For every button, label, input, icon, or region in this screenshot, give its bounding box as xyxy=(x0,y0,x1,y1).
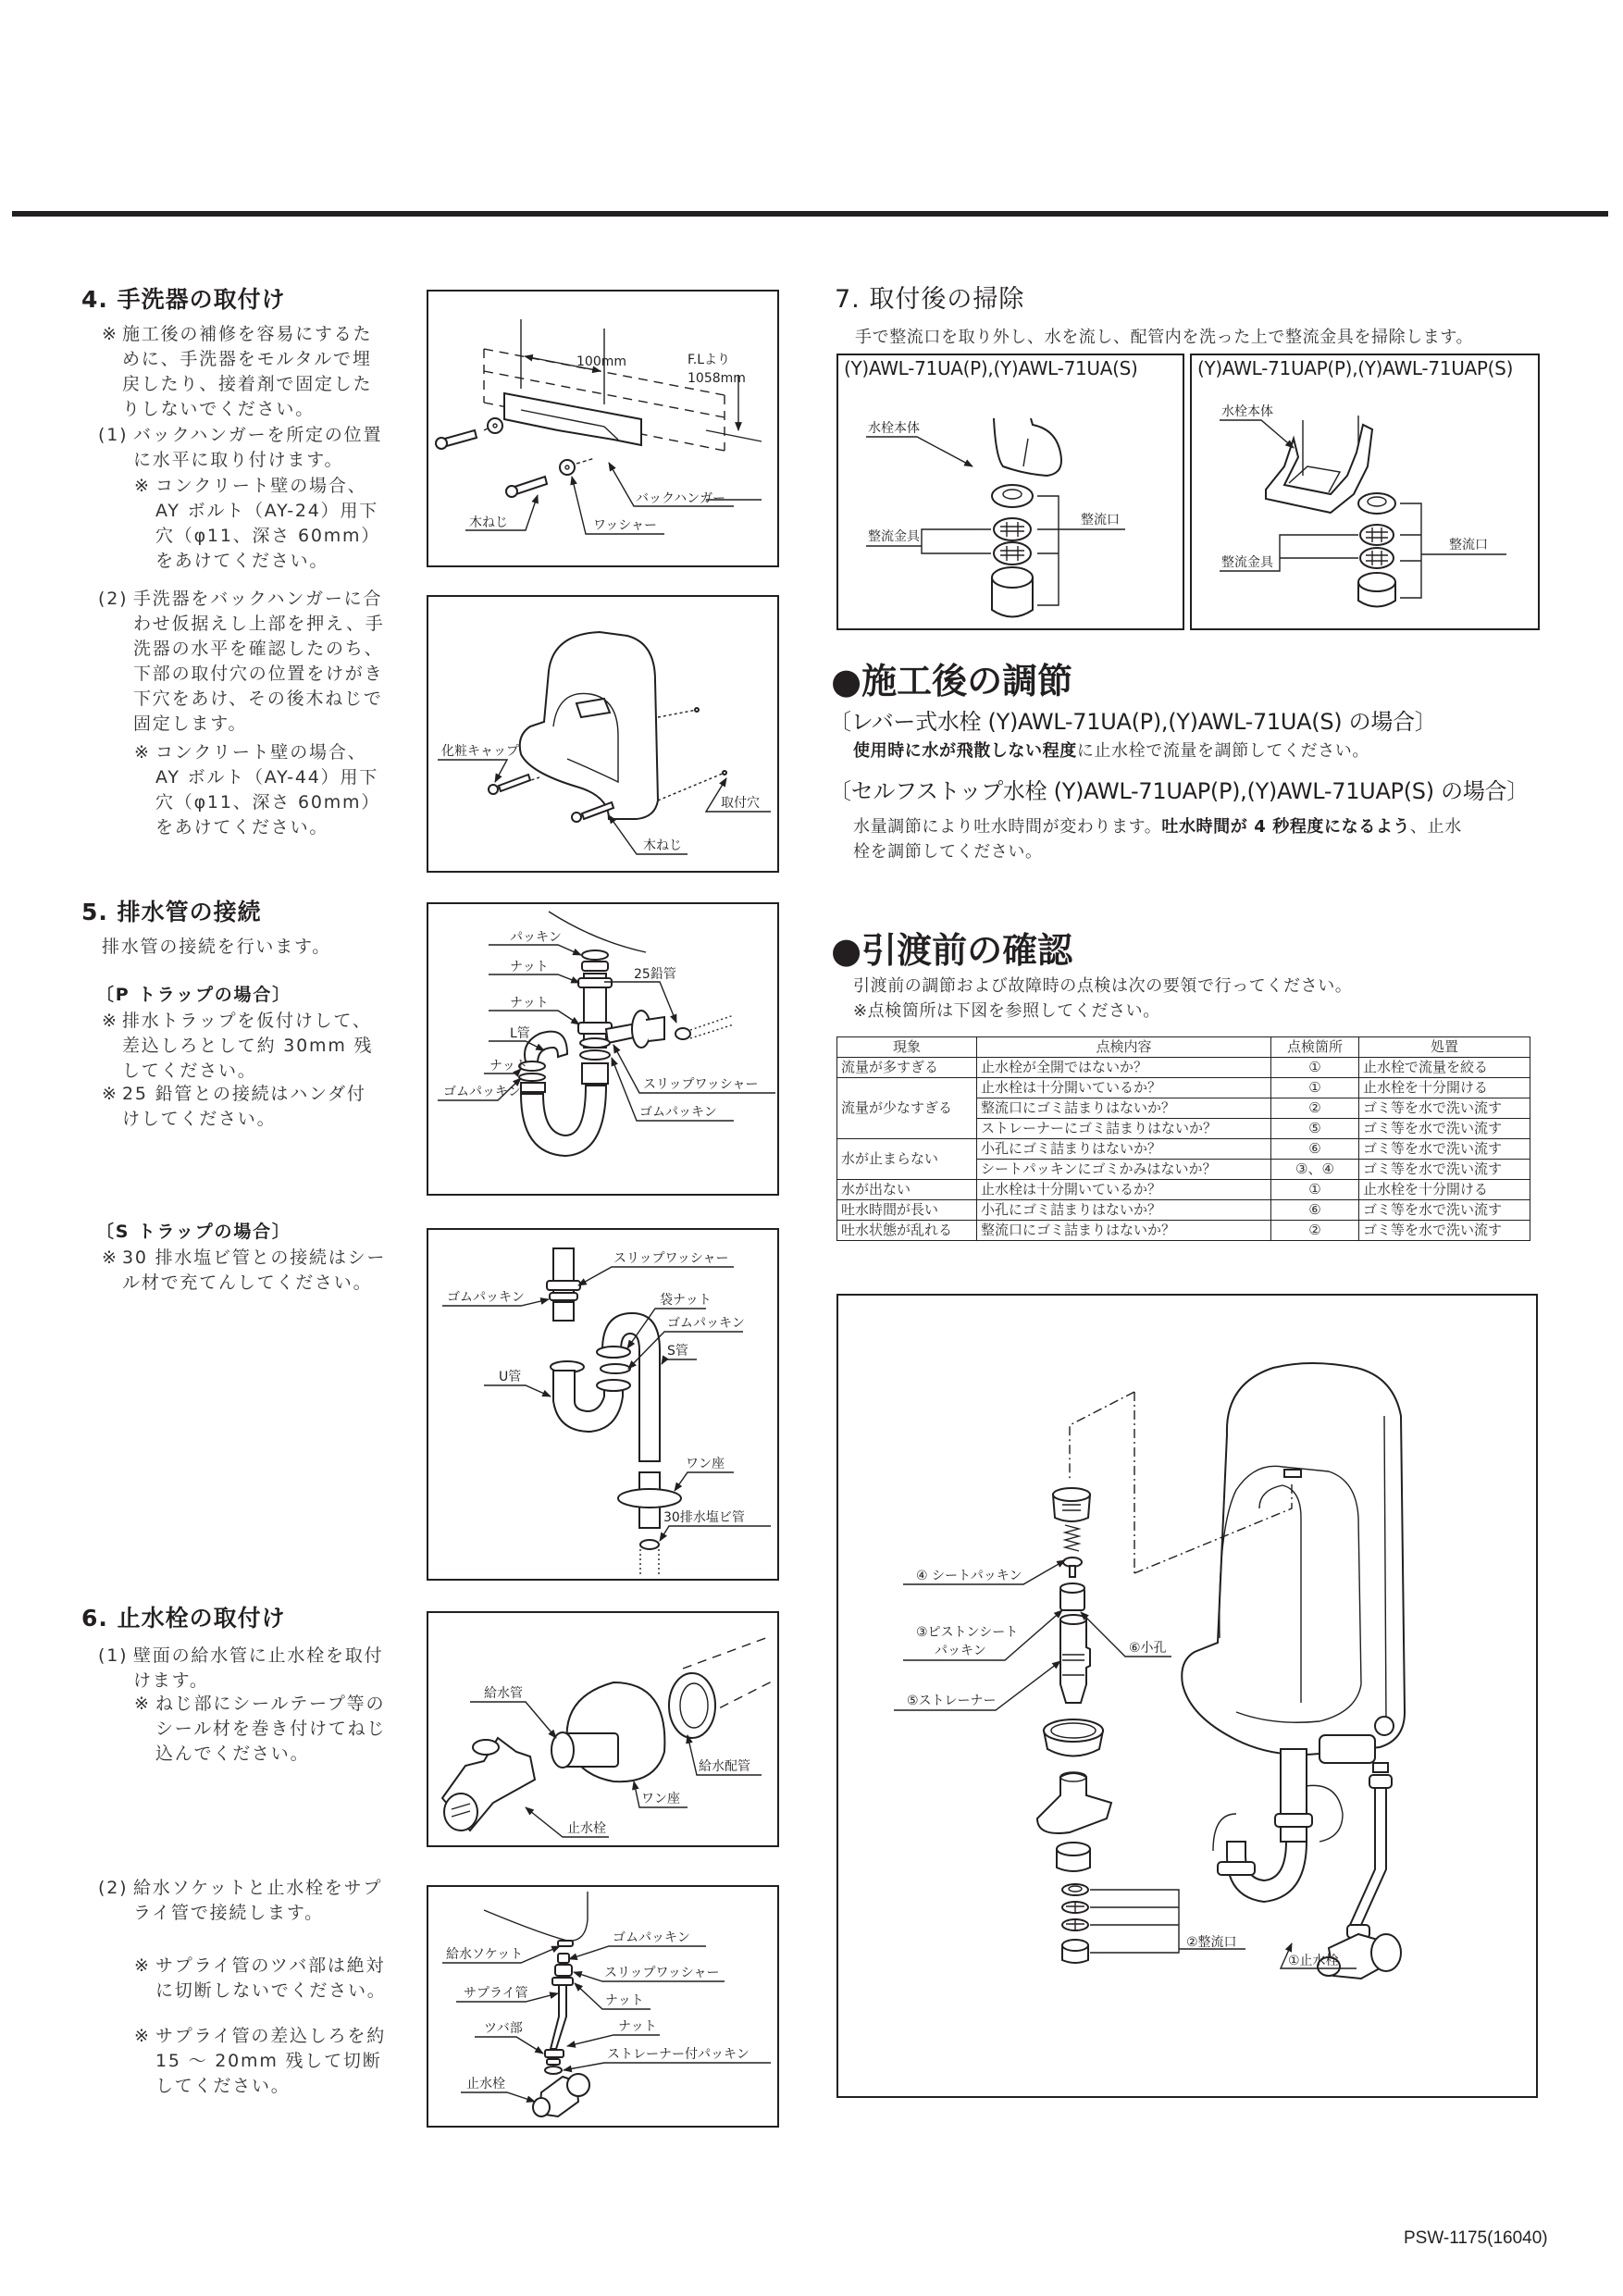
label-flange: ワン座 xyxy=(641,1792,680,1806)
text-line: ル材で充てんしてください。 xyxy=(122,1272,373,1293)
symptom-cell: 水が出ない xyxy=(837,1180,977,1200)
s-trap-drawing xyxy=(428,1230,781,1582)
fl-label: F.Lより xyxy=(688,353,731,367)
text-line: 差込しろとして約 30mm 残 xyxy=(122,1036,374,1056)
text-line: をあけてください。 xyxy=(155,551,329,571)
label-faucet-body: 水栓本体 xyxy=(868,421,920,436)
symptom-cell: 吐水状態が乱れる xyxy=(837,1221,977,1241)
header-action: 処置 xyxy=(1359,1037,1530,1058)
check-cell: シートパッキンにゴミかみはないか？ xyxy=(977,1160,1271,1180)
note-mark: ※ xyxy=(134,476,151,496)
stop-valve-wall-figure xyxy=(427,1611,779,1847)
basin-mount-drawing xyxy=(428,597,781,875)
model-title: (Y)AWL-71UA(P),(Y)AWL-71UA(S) xyxy=(844,357,1138,379)
text-line: 下穴をあけ、その後木ねじで xyxy=(133,689,383,709)
sec7-intro: 手で整流口を取り外し、水を流し、配管内を洗った上で整流金具を掃除します。 xyxy=(855,328,1474,347)
table-row xyxy=(837,1058,1530,1078)
p-trap-figure xyxy=(427,902,779,1196)
label-strainer-packing: ストレーナー付パッキン xyxy=(607,2047,750,2062)
label-flange: ワン座 xyxy=(686,1457,725,1471)
label-washer: ワッシャー xyxy=(593,518,658,533)
selfstop-faucet-title: 〔セルフストップ水栓 (Y)AWL-71UAP(P),(Y)AWL-71UAP(S) の場合〕 xyxy=(829,778,1529,804)
location-cell: ⑤ xyxy=(1271,1119,1359,1139)
sec4-step1-note xyxy=(134,474,380,574)
note-mark: ※ xyxy=(134,742,151,763)
check-cell: 小孔にゴミ詰まりはないか？ xyxy=(977,1139,1271,1160)
sec4-note xyxy=(102,322,372,422)
text-line: 戻したり、接着剤で固定した xyxy=(122,374,373,394)
header-location: 点検箇所 xyxy=(1271,1037,1359,1058)
selfstop-faucet-drawing xyxy=(1192,355,1542,632)
action-cell: ゴミ等を水で洗い流す xyxy=(1359,1221,1530,1241)
text-line: 穴（φ11、深さ 60mm） xyxy=(155,792,381,813)
action-cell: ゴミ等を水で洗い流す xyxy=(1359,1119,1530,1139)
s-trap-figure xyxy=(427,1228,779,1581)
sec6-step1-note xyxy=(134,1692,386,1767)
label-supply-pipe: 給水管 xyxy=(484,1686,523,1701)
text-line: 洗器の水平を確認したのち、 xyxy=(133,639,384,659)
text-line: りしないでください。 xyxy=(122,399,316,419)
note-mark: ※ xyxy=(134,2026,151,2046)
header-check: 点検内容 xyxy=(977,1037,1271,1058)
note-mark: ※ xyxy=(102,1247,118,1268)
cleaning-figure-selfstop xyxy=(1190,354,1540,630)
lever-faucet-drawing xyxy=(838,355,1186,632)
text-line: 施工後の補修を容易にするた xyxy=(122,324,373,344)
text-line: をあけてください。 xyxy=(155,817,329,838)
location-cell: ① xyxy=(1271,1180,1359,1200)
supply-pipe-labels xyxy=(442,1930,771,2102)
text-line: 30 排水塩ビ管との接続はシー xyxy=(122,1247,387,1268)
label-s-pipe: S管 xyxy=(667,1344,688,1359)
label-nut: ナット xyxy=(605,1993,644,2008)
label-cap-nut: 袋ナット xyxy=(660,1293,712,1308)
text-line: けます。 xyxy=(133,1670,209,1691)
label-stop-valve: 止水栓 xyxy=(466,2077,505,2091)
symptom-cell: 流量が多すぎる xyxy=(837,1058,977,1078)
symptom-cell: 吐水時間が長い xyxy=(837,1200,977,1221)
label-4-seat-packing: ④ シートパッキン xyxy=(916,1569,1022,1583)
symptom-cell: 水が止まらない xyxy=(837,1139,977,1180)
location-cell: ② xyxy=(1271,1098,1359,1119)
action-cell: ゴミ等を水で洗い流す xyxy=(1359,1160,1530,1180)
label-aerator: 整流口 xyxy=(1081,513,1120,527)
s-trap-title: 〔S トラップの場合〕 xyxy=(96,1222,291,1242)
text-line: 栓を調節してください。 xyxy=(853,842,1043,862)
sec4-step2-note xyxy=(134,740,380,840)
check-cell: 小孔にゴミ詰まりはないか？ xyxy=(977,1200,1271,1221)
table-header-row xyxy=(837,1037,1530,1058)
model-title: (Y)AWL-71UAP(P),(Y)AWL-71UAP(S) xyxy=(1197,357,1514,379)
label-slip-washer: スリップワッシャー xyxy=(604,1966,720,1980)
step-number: (1) xyxy=(98,1645,129,1666)
text-line: サプライ管のツバ部は絶対 xyxy=(155,1955,386,1976)
section-7-heading: 7. 取付後の掃除 xyxy=(835,285,1025,314)
label-l-pipe: L管 xyxy=(510,1026,530,1041)
supply-pipe-figure xyxy=(427,1885,779,2128)
selfstop-faucet-text xyxy=(853,814,1462,864)
label-supply-pipe: サプライ管 xyxy=(464,1986,528,2001)
section-4-heading: 4. 手洗器の取付け xyxy=(81,286,286,313)
label-25-lead-pipe: 25鉛管 xyxy=(634,967,676,982)
top-rule xyxy=(12,211,1608,217)
check-cell: 止水栓は十分開いているか？ xyxy=(977,1180,1271,1200)
back-hanger-figure xyxy=(427,290,779,567)
s-trap-note xyxy=(102,1246,386,1296)
location-cell: ⑥ xyxy=(1271,1200,1359,1221)
text-line: バックハンガーを所定の位置 xyxy=(133,425,383,445)
p-trap-note-2 xyxy=(102,1082,366,1132)
note-mark: ※ xyxy=(102,324,118,344)
basin-mount-figure xyxy=(427,595,779,873)
text-part: 、止水 xyxy=(1410,817,1462,837)
text-line: 給水ソケットと止水栓をサプ xyxy=(133,1878,383,1898)
table-row xyxy=(837,1200,1530,1221)
label-faucet-body: 水栓本体 xyxy=(1221,404,1273,419)
location-cell: ② xyxy=(1271,1221,1359,1241)
header-symptom: 現象 xyxy=(837,1037,977,1058)
document-code: PSW-1175(16040) xyxy=(1404,2228,1548,2248)
label-6-small-hole: ⑥小孔 xyxy=(1129,1641,1167,1656)
label-aerator: 整流口 xyxy=(1449,538,1488,552)
label-rubber-packing: ゴムパッキン xyxy=(667,1316,745,1331)
action-cell: ゴミ等を水で洗い流す xyxy=(1359,1098,1530,1119)
label-rubber-packing: ゴムパッキン xyxy=(639,1105,717,1120)
text-line: 15 ～ 20mm 残して切断 xyxy=(155,2051,382,2071)
height-1058mm: 1058mm xyxy=(688,371,746,386)
action-cell: ゴミ等を水で洗い流す xyxy=(1359,1200,1530,1221)
lever-emphasis: 使用時に水が飛散しない程度 xyxy=(853,741,1077,761)
text-line: 穴（φ11、深さ 60mm） xyxy=(155,526,381,546)
text-line: AY ボルト（AY-24）用下 xyxy=(155,501,379,521)
supply-pipe-drawing xyxy=(428,1887,781,2129)
label-wood-screw: 木ねじ xyxy=(643,838,682,853)
label-nut: ナット xyxy=(489,1059,528,1074)
sec6-step2-note-1 xyxy=(134,1954,387,2004)
lever-rest: に止水栓で流量を調節してください。 xyxy=(1076,741,1370,761)
text-line: シール材を巻き付けてねじ xyxy=(155,1719,387,1739)
label-rubber-packing: ゴムパッキン xyxy=(447,1290,525,1305)
text-line: AY ボルト（AY-44）用下 xyxy=(155,767,379,788)
label-1-stop-valve: ①止水栓 xyxy=(1288,1954,1339,1968)
sec5-intro: 排水管の接続を行います。 xyxy=(102,937,332,957)
adjustment-heading: ●施工後の調節 xyxy=(831,661,1073,701)
selfstop-emphasis: 吐水時間が 4 秒程度になるよう xyxy=(1161,817,1411,837)
label-aerator-metal: 整流金具 xyxy=(1221,555,1273,570)
text-line: コンクリート壁の場合、 xyxy=(155,742,367,763)
text-line: けしてください。 xyxy=(122,1109,277,1129)
section-6-heading: 6. 止水栓の取付け xyxy=(81,1605,286,1632)
label-30-pvc-pipe: 30排水塩ビ管 xyxy=(663,1510,745,1525)
step-number: (1) xyxy=(98,425,129,445)
text-line: わせ仮据えし上部を押え、手 xyxy=(133,614,385,634)
text-line: に切断しないでください。 xyxy=(155,1980,387,2001)
sec4-step1 xyxy=(98,423,382,473)
location-cell: ① xyxy=(1271,1078,1359,1098)
text-line: してください。 xyxy=(122,1061,257,1081)
label-rubber-packing: ゴムパッキン xyxy=(613,1930,690,1945)
exploded-basin-drawing xyxy=(838,1296,1540,2100)
cleaning-figure-lever xyxy=(836,354,1184,630)
check-cell: 止水栓は十分開いているか？ xyxy=(977,1078,1271,1098)
sec6-step2-note-2 xyxy=(134,2024,386,2099)
note-mark: ※ xyxy=(102,1084,118,1104)
table-row xyxy=(837,1180,1530,1200)
label-aerator-metal: 整流金具 xyxy=(868,529,920,544)
check-cell: 止水栓が全開ではないか？ xyxy=(977,1058,1271,1078)
text-line: ※点検箇所は下図を参照してください。 xyxy=(853,1001,1160,1021)
label-nut: ナット xyxy=(618,2019,657,2034)
back-hanger-drawing xyxy=(428,292,781,569)
check-cell: 整流口にゴミ詰まりはないか？ xyxy=(977,1098,1271,1119)
label-supply-line: 給水配管 xyxy=(699,1759,750,1774)
p-trap-drawing xyxy=(428,904,781,1198)
label-back-hanger: バックハンガー xyxy=(636,491,726,506)
label-water-socket: 給水ソケット xyxy=(446,1947,524,1962)
label-mounting-hole: 取付穴 xyxy=(721,796,760,811)
text-line: サプライ管の差込しろを約 xyxy=(155,2026,387,2046)
p-trap-note-1 xyxy=(102,1009,373,1084)
text-line: に水平に取り付けます。 xyxy=(133,450,344,470)
step-number: (2) xyxy=(98,1878,129,1898)
text-line: 引渡前の調節および故障時の点検は次の要領で行ってください。 xyxy=(853,976,1353,996)
check-cell: 整流口にゴミ詰まりはないか？ xyxy=(977,1221,1271,1241)
text-line: してください。 xyxy=(155,2076,291,2096)
action-cell: 止水栓で流量を絞る xyxy=(1359,1058,1530,1078)
text-line: めに、手洗器をモルタルで埋 xyxy=(122,349,372,369)
note-mark: ※ xyxy=(134,1694,151,1714)
sec6-step1 xyxy=(98,1644,383,1694)
section-5-heading: 5. 排水管の接続 xyxy=(81,899,262,925)
table-row xyxy=(837,1221,1530,1241)
p-trap-title: 〔P トラップの場合〕 xyxy=(96,985,291,1005)
action-cell: 止水栓を十分開ける xyxy=(1359,1180,1530,1200)
sec6-step2 xyxy=(98,1876,382,1926)
inspection-table xyxy=(836,1036,1530,1241)
label-nut: ナット xyxy=(510,960,549,974)
label-3-piston-seat: ③ピストンシート xyxy=(916,1625,1019,1640)
text-line: コンクリート壁の場合、 xyxy=(155,476,367,496)
inspection-points-figure xyxy=(836,1294,1538,2098)
location-cell: ⑥ xyxy=(1271,1139,1359,1160)
text-line: 手洗器をバックハンガーに合 xyxy=(133,589,383,609)
label-slip-washer: スリップワッシャー xyxy=(643,1077,759,1092)
lever-faucet-text xyxy=(853,738,1369,763)
label-5-strainer: ⑤ストレーナー xyxy=(907,1694,997,1708)
lever-faucet-title: 〔レバー式水栓 (Y)AWL-71UA(P),(Y)AWL-71UA(S) の場合〕 xyxy=(829,709,1437,735)
location-cell: ③、④ xyxy=(1271,1160,1359,1180)
table-row xyxy=(837,1078,1530,1098)
label-2-aerator: ②整流口 xyxy=(1186,1935,1237,1950)
action-cell: 止水栓を十分開ける xyxy=(1359,1078,1530,1098)
text-line: ねじ部にシールテープ等の xyxy=(155,1694,386,1714)
label-packing: パッキン xyxy=(510,930,562,945)
text-line: 固定します。 xyxy=(133,714,248,734)
symptom-cell: 流量が少なすぎる xyxy=(837,1078,977,1139)
text-line: 下部の取付穴の位置をけがき xyxy=(133,664,384,684)
label-rubber-packing: ゴムパッキン xyxy=(443,1085,521,1099)
note-mark: ※ xyxy=(134,1955,151,1976)
note-mark: ※ xyxy=(102,1011,118,1031)
text-line: 25 鉛管との接続はハンダ付 xyxy=(122,1084,366,1104)
stop-valve-wall-drawing xyxy=(428,1613,781,1849)
handover-text xyxy=(853,974,1352,1024)
label-stop-valve: 止水栓 xyxy=(567,1821,606,1836)
handover-heading: ●引渡前の確認 xyxy=(831,930,1073,971)
dimension-100mm: 100mm xyxy=(576,354,626,369)
label-3-piston-packing: パッキン xyxy=(935,1644,986,1658)
label-wood-screw: 木ねじ xyxy=(469,515,508,530)
label-collar: ツバ部 xyxy=(484,2021,523,2036)
action-cell: ゴミ等を水で洗い流す xyxy=(1359,1139,1530,1160)
label-u-pipe: U管 xyxy=(499,1370,522,1384)
location-cell: ① xyxy=(1271,1058,1359,1078)
label-nut: ナット xyxy=(510,996,549,1011)
text-part: 水量調節により吐水時間が変わります。 xyxy=(853,817,1162,837)
table-row xyxy=(837,1139,1530,1160)
text-line: ライ管で接続します。 xyxy=(133,1903,324,1923)
label-decorative-cap: 化粧キャップ xyxy=(441,744,519,759)
text-line: 壁面の給水管に止水栓を取付 xyxy=(133,1645,384,1666)
text-line: 込んでください。 xyxy=(155,1744,310,1764)
label-slip-washer: スリップワッシャー xyxy=(613,1251,729,1266)
check-cell: ストレーナーにゴミ詰まりはないか？ xyxy=(977,1119,1271,1139)
text-line: 排水トラップを仮付けして、 xyxy=(122,1011,372,1031)
sec4-step2 xyxy=(98,587,385,737)
step-number: (2) xyxy=(98,589,129,609)
